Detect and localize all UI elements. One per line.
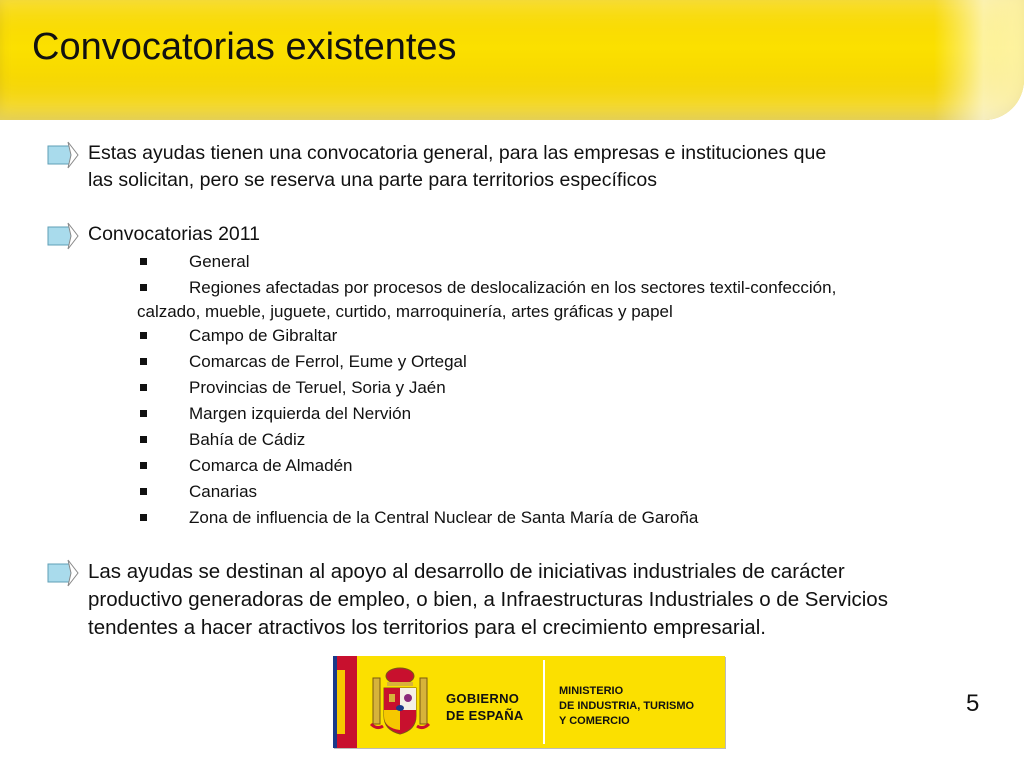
arrow-bullet-icon [46, 558, 80, 588]
list-item-text: General [189, 252, 250, 271]
list-item [137, 376, 967, 402]
list-item [137, 480, 967, 506]
list-item-text: Regiones afectadas por procesos de deslocalización en los sectores textil-confección, [189, 278, 837, 297]
list-item [137, 250, 967, 276]
text-line: las solicitan, pero se reserva una parte para territorios específicos [88, 169, 658, 191]
list-item-text-continued: calzado, mueble, juguete, curtido, marroquinería, artes gráficas y papel [137, 302, 673, 321]
list-item [137, 454, 967, 480]
text-line: tendentes a hacer atractivos los territorios para el crecimiento empresarial. [88, 616, 766, 639]
list-item [137, 506, 967, 532]
spanish-flag-icon [333, 656, 357, 748]
gobierno-logo [333, 656, 725, 748]
title-banner [0, 0, 1024, 120]
square-bullet-icon [140, 410, 147, 417]
list-item-text: Margen izquierda del Nervión [189, 404, 412, 423]
square-bullet-icon [140, 462, 147, 469]
page-number: 5 [966, 690, 980, 717]
square-bullet-icon [140, 358, 147, 365]
list-item-text: Zona de influencia de la Central Nuclear de Santa María de Garoña [189, 508, 699, 527]
text-line: productivo generadoras de empleo, o bien, a Infraestructuras Industriales o de Servicios [88, 588, 888, 611]
ministerio-label: MINISTERIO DE INDUSTRIA, TURISMO Y COMERCIO [559, 685, 695, 727]
square-bullet-icon [140, 514, 147, 521]
text-line: Convocatorias 2011 [88, 223, 260, 245]
list-item [137, 276, 967, 324]
list-item-text: Canarias [189, 482, 258, 501]
square-bullet-icon [140, 258, 147, 265]
square-bullet-icon [140, 284, 147, 291]
list-item [137, 428, 967, 454]
arrow-bullet-icon [46, 221, 80, 251]
list-item-text: Comarcas de Ferrol, Eume y Ortegal [189, 352, 467, 371]
text-line: Estas ayudas tienen una convocatoria general, para las empresas e instituciones que [88, 142, 827, 164]
list-item [137, 350, 967, 376]
banner-highlight [934, 0, 1024, 120]
list-item-text: Bahía de Cádiz [189, 430, 306, 449]
square-bullet-icon [140, 384, 147, 391]
list-item-text: Campo de Gibraltar [189, 326, 338, 345]
coat-of-arms-icon [367, 664, 433, 740]
logo-divider [543, 660, 545, 744]
list-item-text: Comarca de Almadén [189, 456, 353, 475]
square-bullet-icon [140, 436, 147, 443]
convocatorias-sublist [137, 250, 967, 532]
gobierno-label: GOBIERNO DE ESPAÑA [446, 691, 524, 723]
bullet-text [88, 221, 968, 248]
bullet-text [88, 558, 988, 642]
square-bullet-icon [140, 332, 147, 339]
list-item-text: Provincias de Teruel, Soria y Jaén [189, 378, 446, 397]
text-line: Las ayudas se destinan al apoyo al desarrollo de iniciativas industriales de carácter [88, 560, 845, 583]
page-title: Convocatorias existentes [32, 26, 457, 68]
arrow-bullet-icon [46, 140, 80, 170]
list-item [137, 324, 967, 350]
bullet-text [88, 140, 968, 194]
list-item [137, 402, 967, 428]
square-bullet-icon [140, 488, 147, 495]
